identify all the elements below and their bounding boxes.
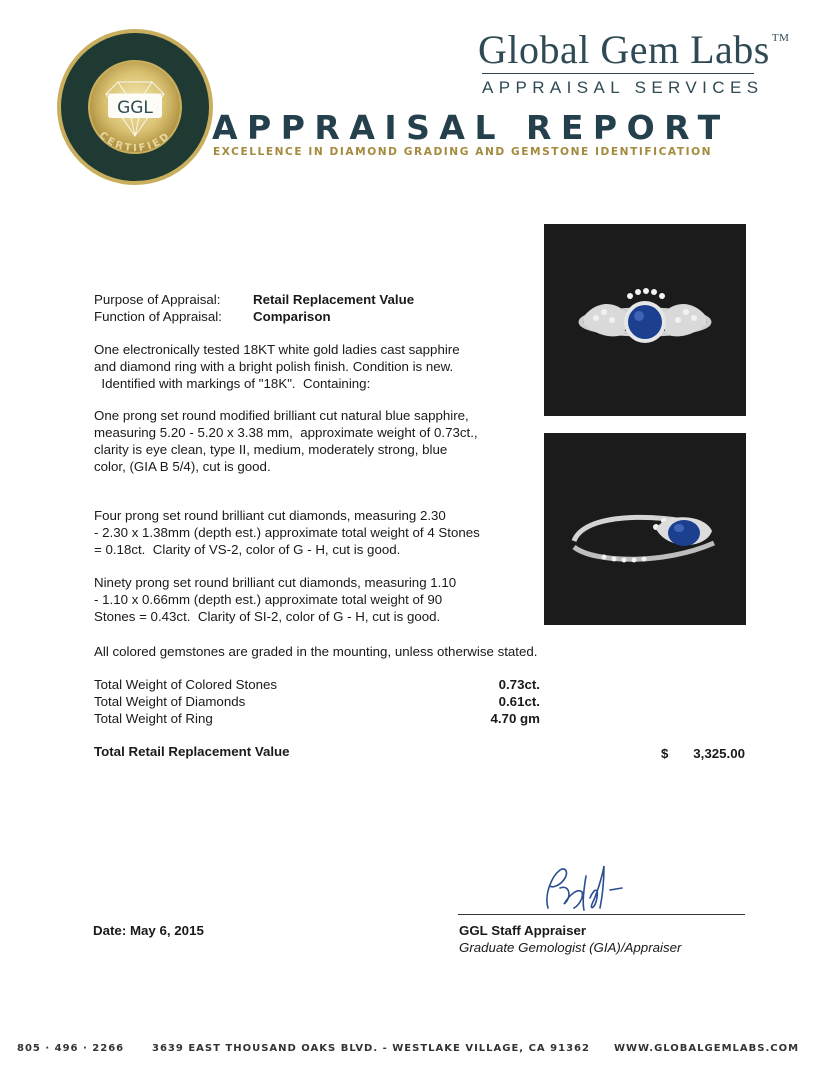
four-diamonds-line: = 0.18ct. Clarity of VS-2, color of G - H, cut is good. <box>94 542 401 557</box>
ninety-diamonds-line: Stones = 0.43ct. Clarity of SI-2, color of G - H, cut is good. <box>94 609 441 624</box>
diamonds-weight-value: 0.61ct. <box>498 694 540 709</box>
appraiser-title: GGL Staff Appraiser <box>459 923 587 938</box>
intro-paragraph <box>94 341 460 392</box>
seal-text-top <box>56 28 201 31</box>
intro-line: One electronically tested 18KT white gold ladies cast sapphire <box>94 342 460 357</box>
sapphire-paragraph <box>94 407 478 475</box>
ninety-diamonds-line: - 1.10 x 0.66mm (depth est.) approximate total weight of 90 <box>94 592 443 607</box>
ring-front-illustration <box>544 224 746 416</box>
function-label: Function of Appraisal: <box>94 309 222 324</box>
ring-photo-side <box>544 433 746 625</box>
intro-line: and diamond ring with a bright polish finish. Condition is new. <box>94 359 454 374</box>
brand-name <box>478 26 789 73</box>
ninety-diamonds-paragraph <box>94 574 456 625</box>
ring-weight-label: Total Weight of Ring <box>94 711 213 726</box>
retail-value-amount: 3,325.00 <box>693 746 745 761</box>
four-diamonds-line: - 2.30 x 1.38mm (depth est.) approximate total weight of 4 Stones <box>94 525 480 540</box>
appraisal-date: Date: May 6, 2015 <box>93 923 204 938</box>
purpose-label: Purpose of Appraisal: <box>94 292 221 307</box>
graded-note: All colored gemstones are graded in the mounting, unless otherwise stated. <box>94 644 538 659</box>
four-diamonds-paragraph <box>94 507 480 558</box>
ring-side-illustration <box>544 433 746 625</box>
ring-weight-value: 4.70 gm <box>490 711 540 726</box>
diamonds-weight-label: Total Weight of Diamonds <box>94 694 246 709</box>
brand-subtitle: APPRAISAL SERVICES <box>482 78 764 97</box>
ggl-certified-seal <box>56 28 214 186</box>
brand-name-text: Global Gem Labs <box>478 27 770 72</box>
seal-text-center: GGL <box>117 98 153 118</box>
intro-line: Identified with markings of "18K". Containing: <box>94 376 371 391</box>
footer-phone: 805 · 496 · 2266 <box>17 1043 125 1054</box>
brand-divider <box>482 73 754 74</box>
appraiser-credential: Graduate Gemologist (GIA)/Appraiser <box>459 940 682 955</box>
footer-website: WWW.GLOBALGEMLABS.COM <box>614 1043 800 1054</box>
ninety-diamonds-line: Ninety prong set round brilliant cut diamonds, measuring 1.10 <box>94 575 457 590</box>
colored-stones-label: Total Weight of Colored Stones <box>94 677 278 692</box>
purpose-value: Retail Replacement Value <box>253 292 415 307</box>
sapphire-line: measuring 5.20 - 5.20 x 3.38 mm, approximate weight of 0.73ct., <box>94 425 478 440</box>
report-title: APPRAISAL REPORT <box>212 108 730 147</box>
report-tagline: EXCELLENCE IN DIAMOND GRADING AND GEMSTONE IDENTIFICATION <box>213 146 713 158</box>
function-value: Comparison <box>253 309 331 324</box>
ring-photo-front <box>544 224 746 416</box>
signature-line <box>458 914 745 915</box>
currency-symbol: $ <box>661 746 669 761</box>
footer-address: 3639 EAST THOUSAND OAKS BLVD. - WESTLAKE VILLAGE, CA 91362 <box>152 1043 590 1054</box>
appraiser-signature <box>530 858 640 914</box>
sapphire-line: clarity is eye clean, type II, medium, moderately strong, blue <box>94 442 448 457</box>
seal-text-bottom: CERTIFIED <box>96 129 174 155</box>
retail-value-label: Total Retail Replacement Value <box>94 744 290 759</box>
four-diamonds-line: Four prong set round brilliant cut diamonds, measuring 2.30 <box>94 508 446 523</box>
colored-stones-value: 0.73ct. <box>498 677 540 692</box>
sapphire-line: color, (GIA B 5/4), cut is good. <box>94 459 271 474</box>
sapphire-line: One prong set round modified brilliant cut natural blue sapphire, <box>94 408 469 423</box>
trademark-mark: TM <box>771 32 790 44</box>
